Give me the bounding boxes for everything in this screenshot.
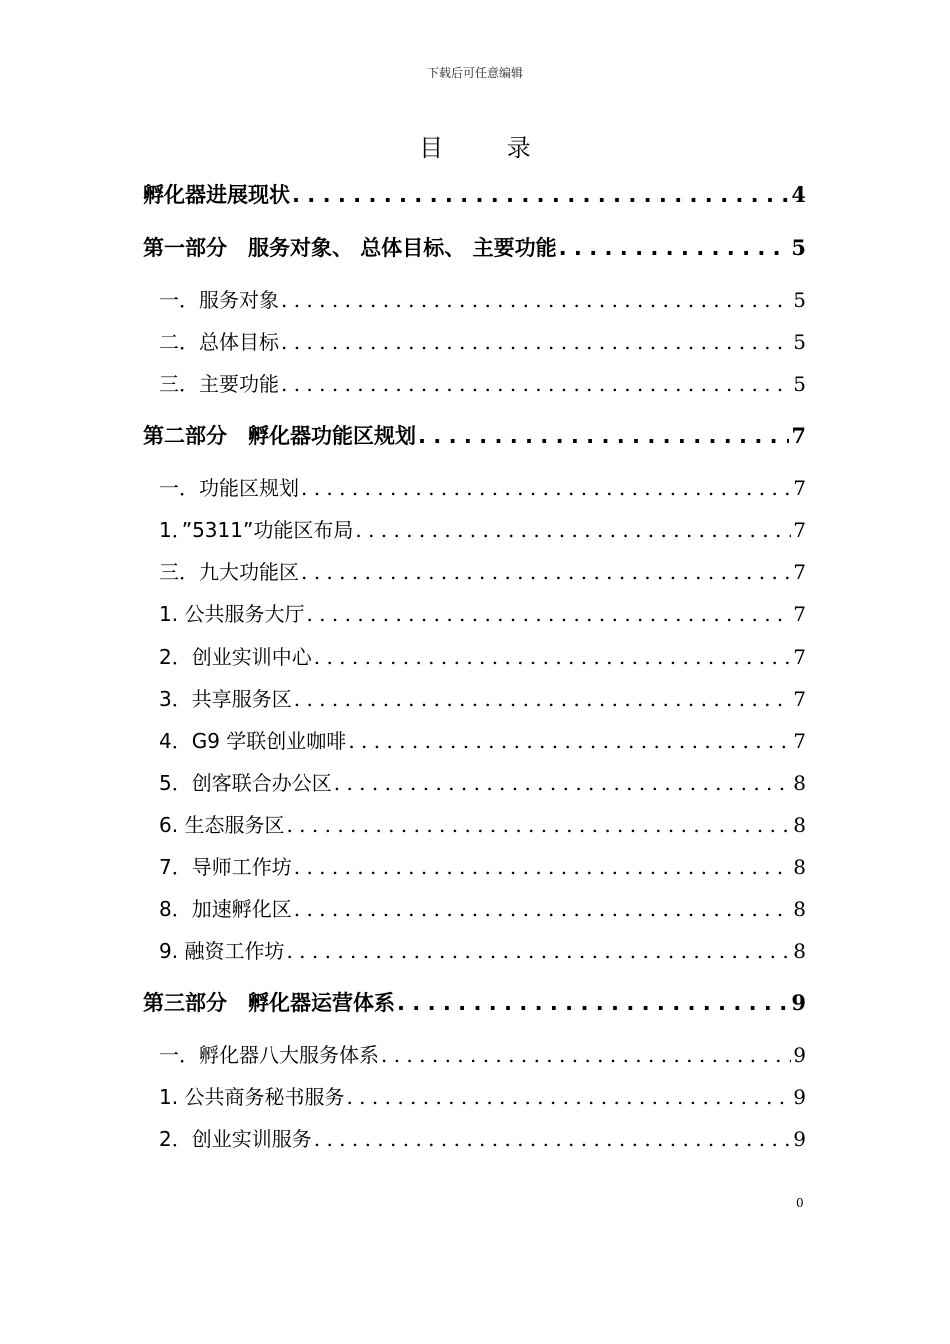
toc-leader-dots [314,642,792,672]
toc-entry-label: 一．功能区规划 [159,476,299,500]
toc-leader-dots [294,684,792,714]
toc-entry[interactable] [143,285,806,315]
toc-entry[interactable] [143,810,806,840]
page-title: 目 录 [419,134,559,162]
toc-entry[interactable] [143,180,806,210]
toc-entry-label: 9. 融资工作坊 [159,939,285,963]
toc-entry-page: 7 [793,687,806,711]
toc-entry-label: 1. 公共服务大厅 [159,602,305,626]
toc-leader-dots [559,233,790,263]
toc-leader-dots [286,810,791,840]
toc-entry-page: 7 [793,602,806,626]
toc-entry-label: 一．服务对象 [159,288,279,312]
page-header-note: 下载后可任意编辑 [426,66,523,80]
toc-entry-page: 7 [793,518,806,542]
toc-entry-page: 5 [793,330,806,354]
toc-leader-dots [292,180,789,210]
toc-leader-dots [281,285,791,315]
toc-entry-label: 1. 公共商务秘书服务 [159,1085,345,1109]
toc-leader-dots [281,327,791,357]
toc-entry-label: 2．创业实训中心 [159,645,312,669]
toc-entry[interactable] [143,515,806,545]
toc-leader-dots [301,473,791,503]
toc-entry-page: 8 [793,813,806,837]
toc-leader-dots [346,1082,791,1112]
toc-entry[interactable] [143,852,806,882]
toc-leader-dots [355,515,791,545]
toc-entry-label: 8．加速孵化区 [159,897,292,921]
toc-entry-page: 4 [791,182,806,207]
toc-entry-page: 7 [793,729,806,753]
toc-entry-label: 一．孵化器八大服务体系 [159,1043,379,1067]
toc-entry-label: 1．”5311”功能区布局 [159,518,354,542]
toc-leader-dots [294,894,792,924]
toc-entry-page: 8 [793,939,806,963]
toc-entry-label: 5．创客联合办公区 [159,771,332,795]
toc-leader-dots [301,557,791,587]
toc-entry-page: 8 [793,855,806,879]
toc-leader-dots [306,599,791,629]
toc-entry[interactable] [143,726,806,756]
toc-entry-label: 第二部分 孵化器功能区规划 [143,424,416,448]
toc-entry[interactable] [143,369,806,399]
toc-entry-page: 9 [793,1127,806,1151]
toc-entry-page: 7 [793,560,806,584]
toc-entry-label: 三．主要功能 [159,372,279,396]
toc-entry[interactable] [143,327,806,357]
page-number: 0 [796,1196,804,1210]
toc-entry-page: 7 [791,423,806,448]
toc-leader-dots [286,936,791,966]
toc-entry[interactable] [143,233,806,263]
toc-entry-label: 2．创业实训服务 [159,1127,312,1151]
toc-entry-page: 5 [793,372,806,396]
toc-entry[interactable] [143,1082,806,1112]
toc-entry-page: 7 [793,476,806,500]
toc-entry[interactable] [143,768,806,798]
toc-entry[interactable] [143,894,806,924]
toc-entry-label: 7．导师工作坊 [159,855,292,879]
toc-entry[interactable] [143,988,806,1018]
toc-entry-page: 8 [793,771,806,795]
toc-leader-dots [418,421,789,451]
toc-entry[interactable] [143,557,806,587]
toc-entry[interactable] [143,1124,806,1154]
toc-leader-dots [294,852,792,882]
toc-entry[interactable] [143,421,806,451]
toc-leader-dots [314,1124,792,1154]
toc-entry-label: 三．九大功能区 [159,560,299,584]
toc-entry[interactable] [143,684,806,714]
toc-entry-page: 8 [793,897,806,921]
toc-entry-page: 9 [791,990,806,1015]
toc-entry[interactable] [143,642,806,672]
toc-entry-label: 第三部分 孵化器运营体系 [143,991,395,1015]
toc-leader-dots [381,1040,791,1070]
toc-entry-label: 二．总体目标 [159,330,279,354]
toc-entry-label: 4．G9 学联创业咖啡 [159,729,347,753]
toc-leader-dots [348,726,791,756]
toc-entry[interactable] [143,473,806,503]
toc-entry[interactable] [143,1040,806,1070]
toc-entry-label: 6. 生态服务区 [159,813,285,837]
toc-entry[interactable] [143,599,806,629]
toc-entry-label: 第一部分 服务对象、 总体目标、 主要功能 [143,236,557,260]
toc-entry-page: 9 [793,1085,806,1109]
toc-entry-label: 3．共享服务区 [159,687,292,711]
toc-entry[interactable] [143,936,806,966]
toc-leader-dots [281,369,791,399]
toc-entry-label: 孵化器进展现状 [143,183,290,207]
toc-entry-page: 9 [793,1043,806,1067]
toc-entry-page: 5 [791,235,806,260]
toc-leader-dots [334,768,792,798]
toc-entry-page: 5 [793,288,806,312]
toc-entry-page: 7 [793,645,806,669]
toc-leader-dots [397,988,789,1018]
